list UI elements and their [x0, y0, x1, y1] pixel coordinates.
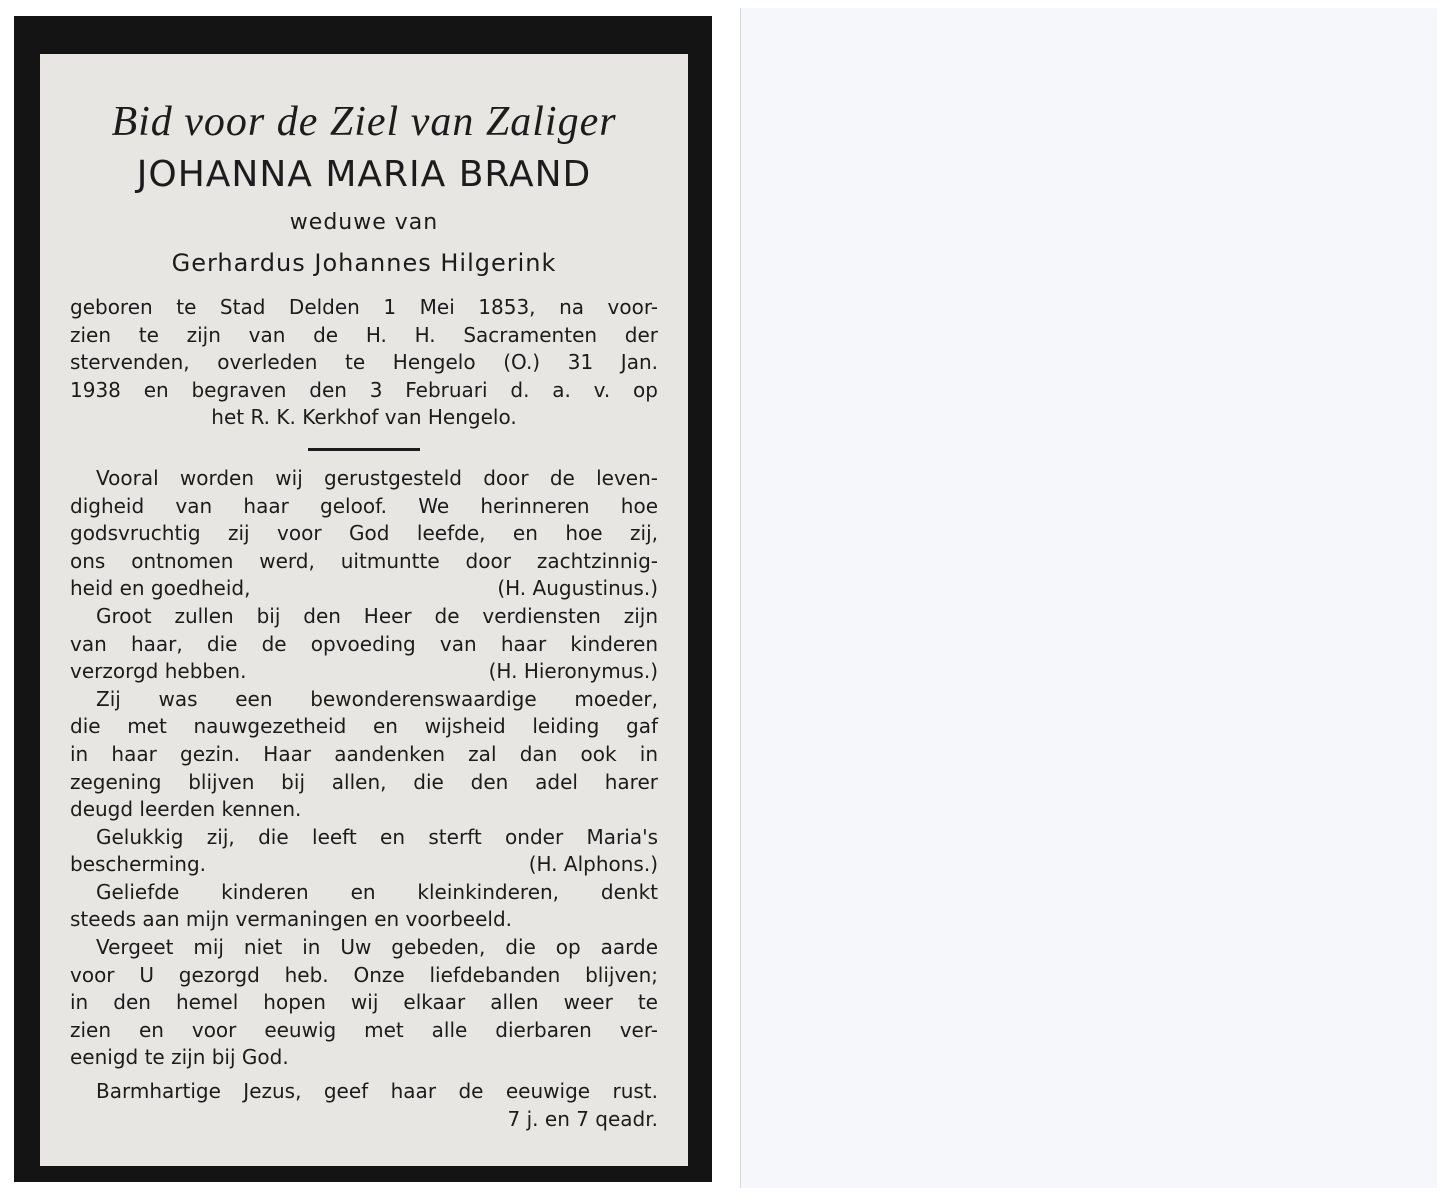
quote-attribution: (H. Augustinus.): [497, 576, 658, 601]
quote-line: digheid van haar geloof. We herinneren hoe: [70, 493, 658, 518]
quote-line: verzorgd hebben.: [70, 659, 247, 684]
quote-paragraph: [70, 603, 658, 686]
quote-paragraph: [70, 824, 658, 879]
quote-line: in den hemel hopen wij elkaar allen weer te: [70, 990, 658, 1015]
quote-line: voor U gezorgd heb. Onze liefdebanden blijven;: [70, 962, 658, 987]
quotes-section: [70, 465, 658, 1133]
closing-prayer: Barmhartige Jezus, geef haar de eeuwige rust.: [96, 1079, 658, 1104]
bio-line: zien te zijn van de H. H. Sacramenten der: [70, 322, 658, 347]
quote-line: in haar gezin. Haar aandenken zal dan ook in: [70, 741, 658, 766]
quote-line: Vergeet mij niet in Uw gebeden, die op aarde: [96, 935, 658, 960]
quote-attribution: (H. Alphons.): [528, 852, 658, 877]
quote-line: bescherming.: [70, 852, 207, 877]
quote-line: Groot zullen bij den Heer de verdiensten zijn: [96, 603, 658, 628]
quote-line: van haar, die de opvoeding van haar kinderen: [70, 631, 658, 656]
quote-line: Zij was een bewonderenswaardige moeder,: [96, 686, 658, 711]
bio-line: stervenden, overleden te Hengelo (O.) 31 Jan.: [70, 350, 658, 375]
quote-line: Geliefde kinderen en kleinkinderen, denkt: [96, 879, 658, 904]
indulgence-note: 7 j. en 7 qeadr.: [507, 1106, 658, 1131]
quote-attribution: (H. Hieronymus.): [488, 659, 658, 684]
quote-last-line: [70, 575, 658, 603]
memorial-card: [14, 16, 712, 1182]
bio-line: geboren te Stad Delden 1 Mei 1853, na voor-: [70, 295, 658, 319]
quote-paragraph: [70, 934, 658, 1072]
quote-paragraph: [70, 879, 658, 934]
blank-back-page: [740, 8, 1437, 1188]
quote-paragraph: [70, 686, 658, 824]
quote-paragraph: [70, 465, 658, 603]
biography: [70, 294, 658, 432]
husband-name: Gerhardus Johannes Hilgerink: [171, 249, 557, 277]
divider-rule: [308, 448, 420, 451]
quote-line: Gelukkig zij, die leeft en sterft onder Maria's: [96, 824, 658, 849]
quote-line: deugd leerden kennen.: [70, 797, 302, 822]
quote-last-line: [70, 658, 658, 686]
quote-last-line: [70, 851, 658, 879]
quote-line: zegening blijven bij allen, die den adel harer: [70, 769, 658, 794]
card-heading: Bid voor de Ziel van Zaliger: [111, 99, 617, 145]
quote-line: steeds aan mijn vermaningen en voorbeeld.: [70, 907, 512, 932]
bio-line: het R. K. Kerkhof van Hengelo.: [211, 405, 517, 430]
quote-line: heid en goedheid,: [70, 576, 251, 601]
quote-line: zien en voor eeuwig met alle dierbaren ver-: [70, 1017, 658, 1042]
deceased-name: JOHANNA MARIA BRAND: [136, 154, 592, 195]
quote-line: godsvruchtig zij voor God leefde, en hoe zij,: [70, 521, 658, 546]
quote-line: eenigd te zijn bij God.: [70, 1045, 289, 1070]
widow-of-label: weduwe van: [289, 210, 439, 235]
quote-line: Vooral worden wij gerustgesteld door de leven-: [96, 465, 658, 490]
bio-line: 1938 en begraven den 3 Februari d. a. v. op: [70, 377, 658, 402]
quote-line: ons ontnomen werd, uitmuntte door zachtzinnig-: [70, 548, 658, 573]
quote-line: die met nauwgezetheid en wijsheid leiding gaf: [70, 714, 658, 739]
memorial-card-paper: [40, 54, 688, 1166]
